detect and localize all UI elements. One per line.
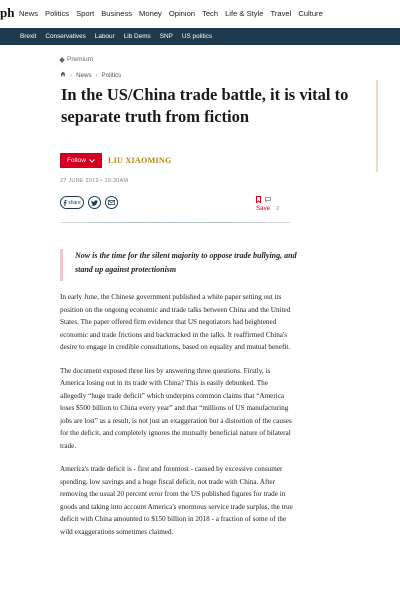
save-label-row [256, 205, 279, 212]
facebook-share-button[interactable] [60, 196, 84, 209]
site-logo[interactable]: ph [0, 5, 14, 20]
twitter-icon [91, 200, 98, 206]
home-icon[interactable] [60, 71, 66, 79]
save-button[interactable]: Save [256, 205, 271, 212]
article-body [60, 291, 295, 549]
nav-item-money[interactable]: Money [139, 8, 162, 18]
follow-button[interactable] [60, 153, 102, 168]
premium-badge [60, 56, 93, 63]
pull-quote [60, 249, 300, 281]
subnav-item-lib-dems[interactable]: Lib Dems [123, 33, 151, 40]
chevron-down-icon [89, 159, 95, 163]
subnav-item-conservatives[interactable]: Conservatives [45, 33, 86, 40]
section-divider [60, 222, 290, 223]
nav-item-news[interactable]: News [19, 8, 38, 18]
author-name[interactable]: LIU XIAOMING [108, 156, 172, 165]
nav-item-culture[interactable]: Culture [298, 8, 323, 18]
save-icons [256, 196, 271, 203]
twitter-share-button[interactable] [88, 196, 101, 209]
breadcrumb-separator: › [70, 71, 73, 79]
save-area [256, 196, 279, 212]
share-bar [60, 196, 118, 209]
breadcrumb-item-politics[interactable]: Politics [101, 71, 122, 79]
breadcrumb-separator: › [95, 71, 98, 79]
pull-quote-text: Now is the time for the silent majority to oppose trade bullying, and stand up against protectionism [75, 251, 297, 274]
nav-item-politics[interactable]: Politics [45, 8, 70, 18]
email-share-button[interactable] [105, 196, 118, 209]
author-row [60, 153, 172, 168]
subnav-item-us-politics[interactable]: US politics [181, 33, 213, 40]
premium-label: Premium [67, 56, 94, 63]
follow-label: Follow [66, 157, 87, 164]
breadcrumb [60, 71, 121, 79]
subnav-item-labour[interactable]: Labour [94, 33, 115, 40]
comment-icon[interactable] [265, 197, 271, 202]
paragraph: In early June, the Chinese government published a white paper setting out its position on the ongoing economic and trade talks between China and the United States. The paper offered firm evidence that US negotiators had heightened economic and trade frictions and backtracked in the talks. It reaffirmed China's desire to engage in credible consultations, based on equality and mutual benefit. [60, 293, 291, 351]
subnav-item-snp[interactable]: SNP [159, 33, 173, 40]
premium-diamond-icon [59, 57, 65, 63]
nav-item-life-style[interactable]: Life & Style [225, 8, 264, 18]
nav-item-opinion[interactable]: Opinion [168, 8, 196, 18]
nav-item-business[interactable]: Business [101, 8, 133, 18]
publish-date: 27 JUNE 2019 • 10:30AM [60, 178, 129, 184]
paragraph: The document exposed three lies by answering three questions. Firstly, is America losing out in its trade with China? This is easily debunked. The allegedly “huge trade deficit” which underpins common claims that “America loses $500 billion to China every year” and that “millions of US manufacturing jobs are lost” as a result, is not just an exaggeration but a distortion of the causes for the deficit, and completely ignores the mutually beneficial nature of bilateral trade. [60, 366, 292, 450]
top-navigation [0, 0, 400, 26]
facebook-icon [63, 200, 67, 206]
subnav-item-brexit[interactable]: Brexit [20, 33, 37, 40]
section-menu [19, 9, 323, 18]
share-label: share [68, 199, 81, 206]
breadcrumb-item-news[interactable]: News [76, 71, 92, 79]
article-headline: In the US/China trade battle, it is vital to separate truth from fiction [61, 85, 349, 126]
nav-item-sport[interactable]: Sport [76, 8, 95, 18]
envelope-icon [108, 200, 115, 205]
nav-item-travel[interactable]: Travel [270, 8, 292, 18]
politics-subnav [0, 28, 400, 45]
nav-item-tech[interactable]: Tech [202, 8, 219, 18]
bookmark-icon[interactable] [256, 196, 261, 203]
comment-count[interactable]: 2 [276, 205, 280, 212]
paragraph: America's trade deficit is - first and foremost - caused by excessive consumer spending, low savings and a huge fiscal deficit, not trade with China. After removing the usual 20 percent error from the US published figures for trade in goods and taking into account America's enormous service trade surplus, the true deficit with China amounted to $150 billion in 2018 - a fraction of some of the wild exaggerations sometimes claimed. [60, 465, 293, 536]
